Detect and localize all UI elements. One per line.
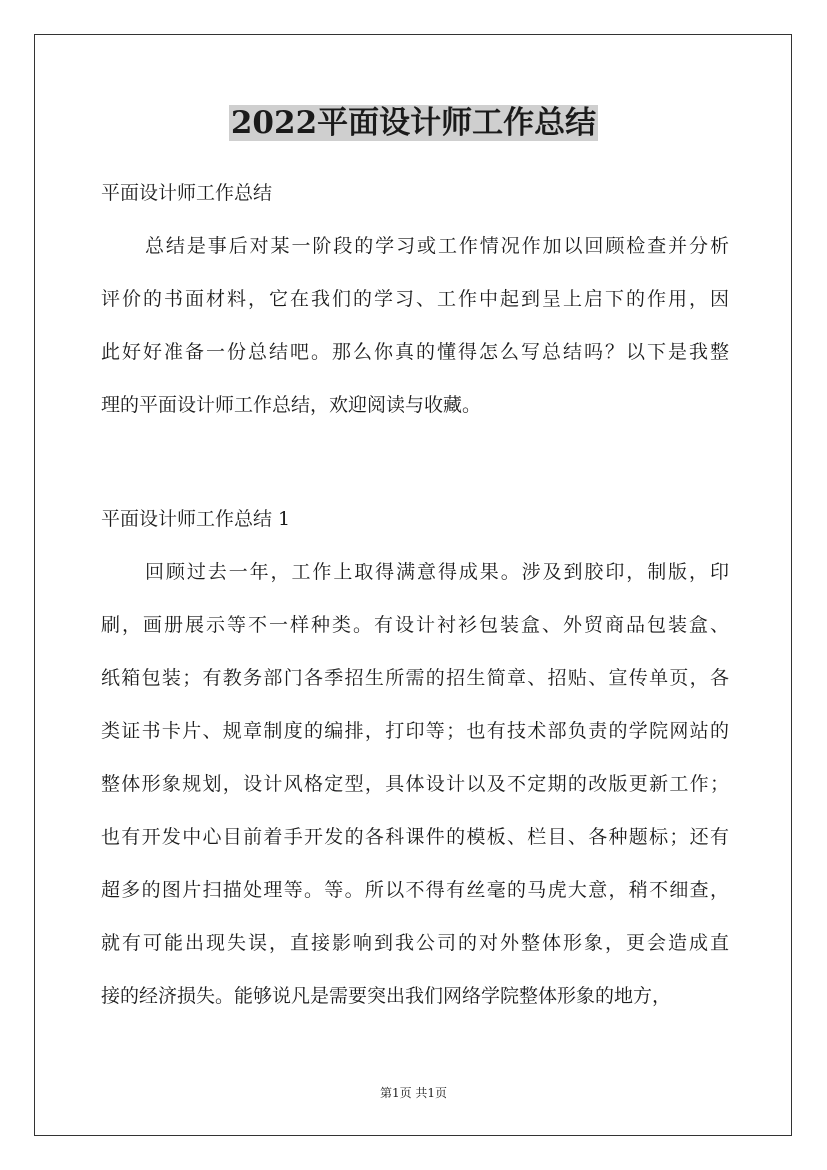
paragraph-line: 评价的书面材料，它在我们的学习、工作中起到呈上启下的作用，因 <box>101 288 729 310</box>
section-heading: 平面设计师工作总结 <box>101 182 273 204</box>
paragraph-line: 刷，画册展示等不一样种类。有设计衬衫包装盒、外贸商品包装盒、 <box>101 614 729 636</box>
paragraph-line: 整体形象规划，设计风格定型，具体设计以及不定期的改版更新工作； <box>101 773 729 795</box>
paragraph-line: 接的经济损失。能够说凡是需要突出我们网络学院整体形象的地方， <box>101 985 672 1007</box>
paragraph-line: 纸箱包装；有教务部门各季招生所需的招生简章、招贴、宣传单页，各 <box>101 667 729 689</box>
paragraph-line: 就有可能出现失误，直接影响到我公司的对外整体形象，更会造成直 <box>101 932 729 954</box>
paragraph-line: 理的平面设计师工作总结，欢迎阅读与收藏。 <box>101 394 482 416</box>
paragraph-line: 超多的图片扫描处理等。等。所以不得有丝毫的马虎大意，稍不细查， <box>101 879 729 901</box>
page-number: 第1页 共1页 <box>379 1086 448 1100</box>
paragraph-line: 此好好准备一份总结吧。那么你真的懂得怎么写总结吗？以下是我整 <box>101 341 729 363</box>
intro-paragraph <box>101 234 729 446</box>
paragraph-line: 回顾过去一年，工作上取得满意得成果。涉及到胶印，制版，印 <box>145 561 729 583</box>
paragraph-line: 总结是事后对某一阶段的学习或工作情况作加以回顾检查并分析 <box>145 235 729 257</box>
document-title: 2022平面设计师工作总结 <box>230 105 597 141</box>
paragraph-line: 也有开发中心目前着手开发的各科课件的模板、栏目、各种题标；还有 <box>101 826 729 848</box>
section-heading: 平面设计师工作总结 1 <box>101 508 291 530</box>
paragraph-line: 类证书卡片、规章制度的编排，打印等；也有技术部负责的学院网站的 <box>101 720 729 742</box>
body-paragraph <box>101 560 729 1037</box>
